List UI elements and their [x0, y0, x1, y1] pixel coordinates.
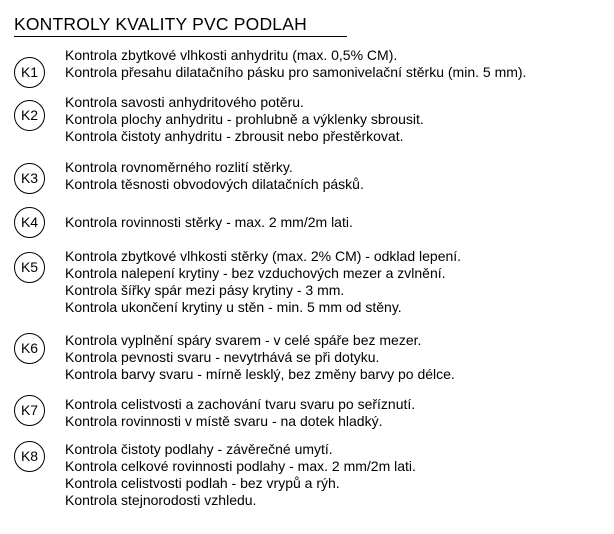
check-list-k5: [65, 248, 461, 316]
check-list-k8: [65, 441, 416, 509]
check-item: Kontrola barvy svaru - mírně lesklý, bez změny barvy po délce.: [65, 366, 455, 382]
check-list-k2: [65, 94, 424, 145]
check-item: Kontrola ukončení krytiny u stěn - min. 5 mm od stěny.: [65, 299, 402, 315]
check-item: Kontrola šířky spár mezi pásy krytiny - 3 mm.: [65, 282, 345, 298]
check-item: Kontrola pevnosti svaru - nevytrhává se při dotyku.: [65, 349, 380, 365]
check-item: Kontrola celkové rovinnosti podlahy - max. 2 mm/2m lati.: [65, 458, 416, 474]
check-item: Kontrola čistoty podlahy - závěrečné umytí.: [65, 441, 333, 457]
check-item: Kontrola rovinnosti stěrky - max. 2 mm/2m lati.: [65, 214, 353, 230]
check-item: Kontrola rovnoměrného rozlití stěrky.: [65, 159, 293, 175]
check-item: Kontrola přesahu dilatačního pásku pro samonivelační stěrku (min. 5 mm).: [65, 64, 527, 80]
check-item: Kontrola zbytkové vlhkosti stěrky (max. 2% CM) - odklad lepení.: [65, 248, 462, 264]
check-list-k7: [65, 396, 415, 430]
title-underline: [14, 36, 347, 37]
check-badge-k2: K2: [14, 100, 45, 131]
check-item: Kontrola zbytkové vlhkosti anhydritu (max. 0,5% CM).: [65, 47, 398, 63]
check-badge-k3: K3: [14, 163, 45, 194]
check-item: Kontrola rovinnosti v místě svaru - na dotek hladký.: [65, 413, 383, 429]
check-badge-k5: K5: [14, 252, 45, 283]
page-title: KONTROLY KVALITY PVC PODLAH: [14, 14, 307, 34]
check-item: Kontrola nalepení krytiny - bez vzduchových mezer a zvlnění.: [65, 265, 446, 281]
check-list-k6: [65, 332, 455, 383]
check-list-k4: [65, 214, 353, 231]
check-item: Kontrola celistvosti a zachování tvaru svaru po seříznutí.: [65, 396, 416, 412]
check-badge-k1: K1: [14, 57, 45, 88]
check-item: Kontrola čistoty anhydritu - zbrousit nebo přestěrkovat.: [65, 128, 404, 144]
check-badge-k4: K4: [14, 207, 45, 238]
check-item: Kontrola těsnosti obvodových dilatačních pásků.: [65, 176, 364, 192]
check-badge-k8: K8: [14, 441, 45, 472]
check-item: Kontrola stejnorodosti vzhledu.: [65, 492, 257, 508]
check-item: Kontrola savosti anhydritového potěru.: [65, 94, 304, 110]
check-item: Kontrola vyplnění spáry svarem - v celé spáře bez mezer.: [65, 332, 422, 348]
check-badge-k6: K6: [14, 333, 45, 364]
check-badge-k7: K7: [14, 395, 45, 426]
check-list-k3: [65, 159, 364, 193]
check-list-k1: [65, 47, 526, 81]
check-item: Kontrola plochy anhydritu - prohlubně a výklenky sbrousit.: [65, 111, 424, 127]
check-item: Kontrola celistvosti podlah - bez vrypů a rýh.: [65, 475, 340, 491]
